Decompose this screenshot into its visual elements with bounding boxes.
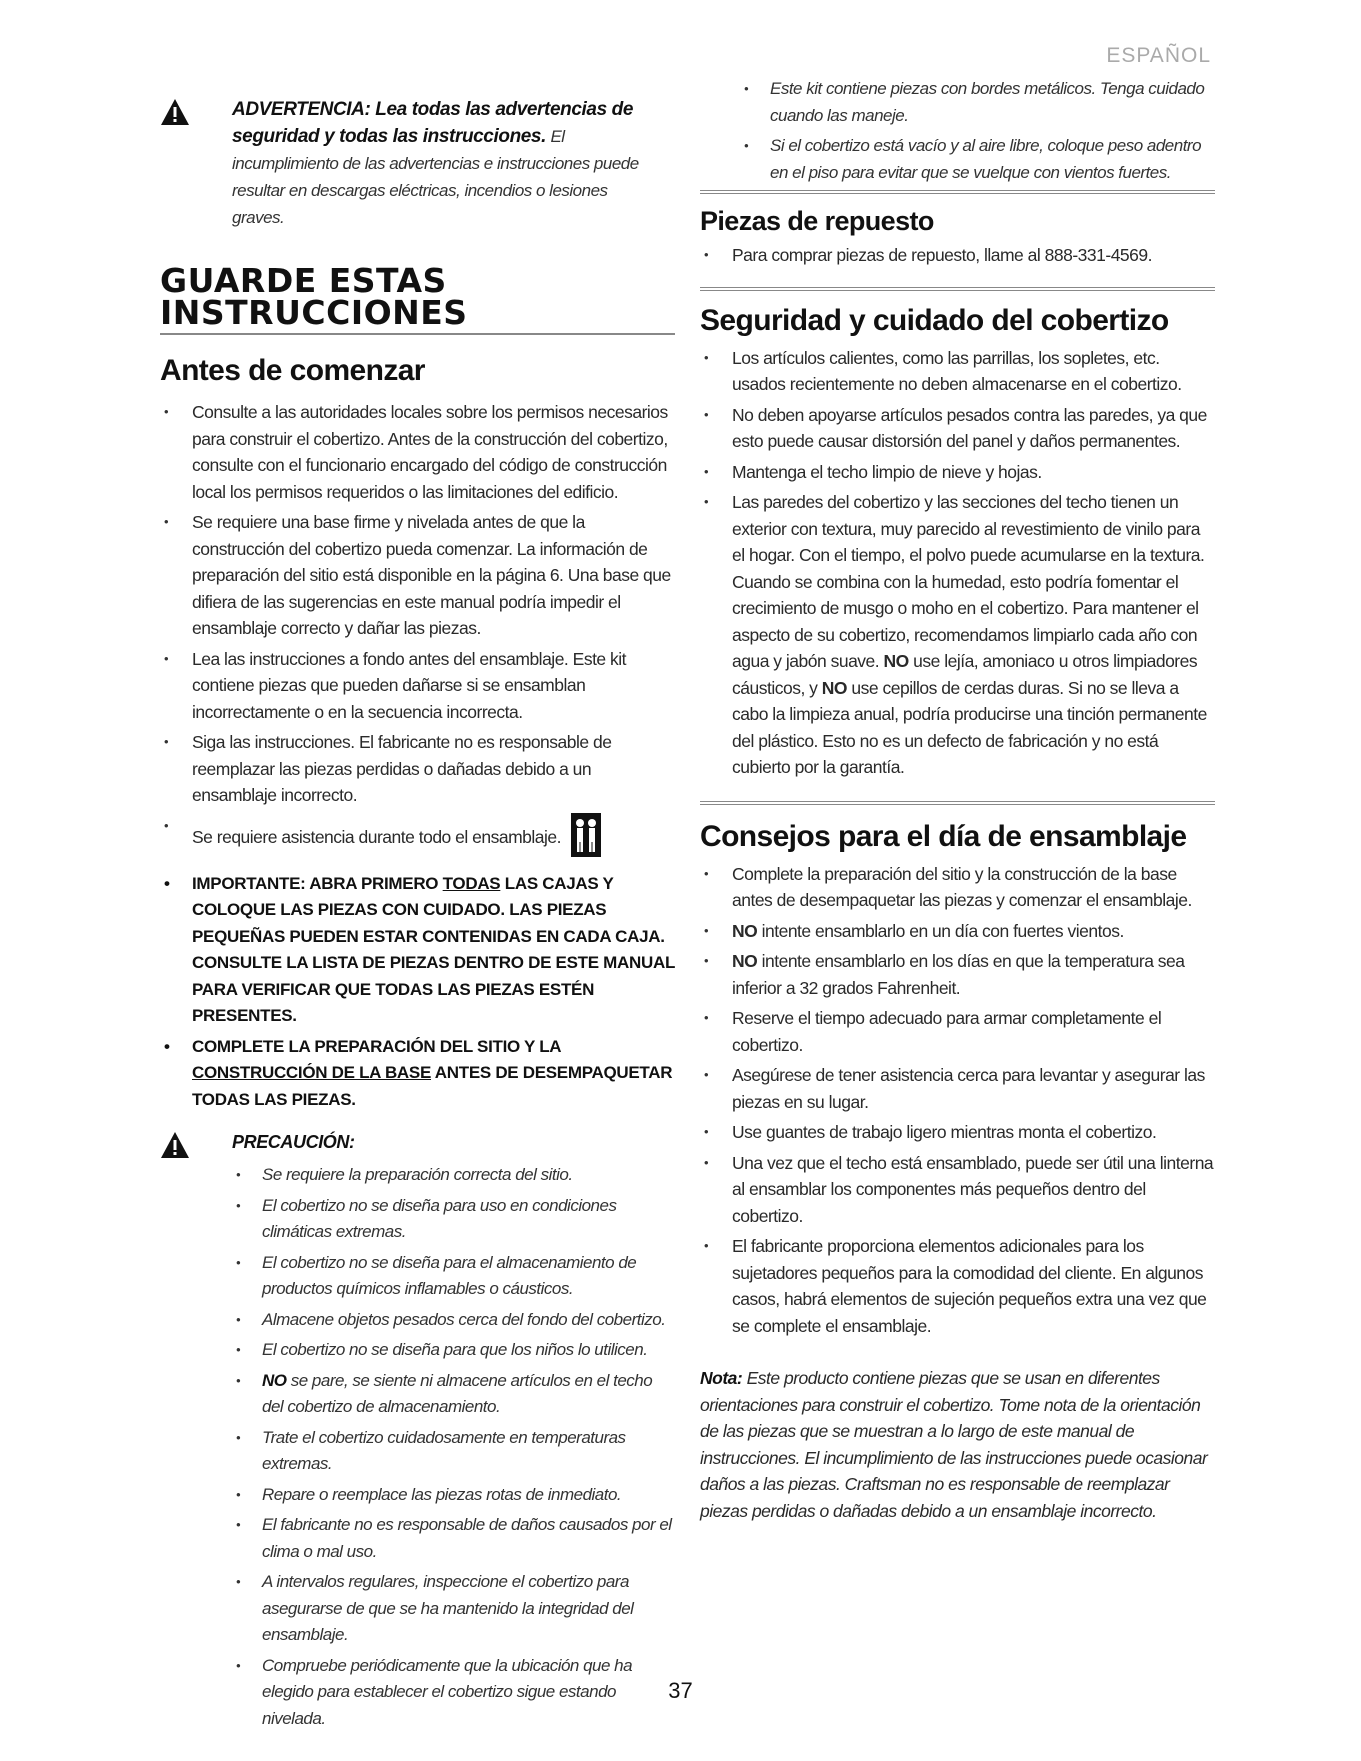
warning-icon: [160, 98, 190, 126]
list-item: • Almacene objetos pesados cerca del fondo del cobertizo.: [232, 1307, 675, 1334]
list-item: • Mantenga el techo limpio de nieve y hojas.: [700, 459, 1215, 486]
list-item: • Reserve el tiempo adecuado para armar completamente el cobertizo.: [700, 1005, 1215, 1058]
before-heading: Antes de comenzar: [160, 354, 425, 387]
before-list: [160, 399, 675, 857]
two-person-assist-icon: [571, 813, 601, 857]
safety-heading: Seguridad y cuidado del cobertizo: [700, 303, 1169, 337]
left-column: [160, 96, 675, 1736]
list-item: • Asegúrese de tener asistencia cerca para levantar y asegurar las piezas en su lugar.: [700, 1062, 1215, 1115]
list-item: • Se requiere la preparación correcta del sitio.: [232, 1162, 675, 1189]
list-item: • Las paredes del cobertizo y las secciones del techo tienen un exterior con textura, muy parecido al revestimiento de vinilo para el hogar. Con el tiempo, el polvo puede acumularse en la textura. Cuando se combina con la humedad, esto podría fomentar el crecimiento de musgo o moho en el cobertizo. Para mantener el aspecto de su cobertizo, recomendamos limpiarlo cada año con agua y jabón suave. NO use lejía, amoniaco u otros limpiadores cáusticos, y NO use cepillos de cerdas duras. Si no se lleva a cabo la limpieza anual, podría producirse una tinción permanente del plástico. Esto no es un defecto de fabricación y no está cubierto por la garantía.: [700, 489, 1215, 781]
list-item: • Repare o reemplace las piezas rotas de inmediato.: [232, 1482, 675, 1509]
warning-block: [160, 96, 675, 231]
list-item: • Se requiere una base firme y nivelada antes de que la construcción del cobertizo pueda comenzar. La información de preparación del sitio está disponible en la página 6. Una base que difiera de las sugerencias en este manual podría impedir el ensamblaje correcto y dañar las piezas.: [160, 509, 675, 642]
note-paragraph: Nota: Este producto contiene piezas que se usan en diferentes orientaciones para construir el cobertizo. Tome nota de la orientación de las piezas que se muestran a lo largo de este manual de instrucciones. El incumplimiento de las instrucciones puede ocasionar daños a las piezas. Craftsman no es responsable de reemplazar piezas perdidas o dañadas debido a un ensamblaje incorrecto.: [700, 1368, 1208, 1521]
list-item: • Los artículos calientes, como las parrillas, los sopletes, etc. usados recientemente no deben almacenarse en el cobertizo.: [700, 345, 1215, 398]
list-item: • Este kit contiene piezas con bordes metálicos. Tenga cuidado cuando las maneje.: [740, 76, 1215, 129]
list-item: • NO intente ensamblarlo en los días en que la temperatura sea inferior a 32 grados Fahrenheit.: [700, 948, 1215, 1001]
caution-list: [232, 1162, 675, 1732]
caution-title: PRECAUCIÓN:: [232, 1132, 355, 1152]
language-label: ESPAÑOL: [1106, 44, 1211, 67]
important-list: [160, 871, 675, 1114]
list-item: • Una vez que el techo está ensamblado, puede ser útil una linterna al ensamblar los componentes más pequeños dentro del cobertizo.: [700, 1150, 1215, 1230]
list-item: • Siga las instrucciones. El fabricante no es responsable de reemplazar las piezas perdidas o dañadas debido a un ensamblaje incorrecto.: [160, 729, 675, 809]
list-item: • Use guantes de trabajo ligero mientras monta el cobertizo.: [700, 1119, 1215, 1146]
warning-body: El incumplimiento de las advertencias e instrucciones puede resultar en descargas eléctricas, incendios o lesiones graves.: [232, 127, 639, 227]
right-column: [700, 76, 1215, 1524]
list-item: • Para comprar piezas de repuesto, llame al 888-331-4569.: [700, 242, 1215, 269]
list-item: • Si el cobertizo está vacío y al aire libre, coloque peso adentro en el piso para evitar que se vuelque con vientos fuertes.: [740, 133, 1215, 186]
top-caution-list: [700, 76, 1215, 186]
list-item: • NO intente ensamblarlo en un día con fuertes vientos.: [700, 918, 1215, 945]
list-item: • Compruebe periódicamente que la ubicación que ha elegido para establecer el cobertizo sigue estando nivelada.: [232, 1653, 675, 1733]
caution-icon: [160, 1131, 190, 1159]
warning-title: ADVERTENCIA: Lea todas las advertencias de seguridad y todas las instrucciones.: [232, 99, 633, 147]
list-item: • Trate el cobertizo cuidadosamente en temperaturas extremas.: [232, 1425, 675, 1478]
divider: [700, 190, 1215, 194]
complete-item: • COMPLETE LA PREPARACIÓN DEL SITIO Y LA CONSTRUCCIÓN DE LA BASE ANTES DE DESEMPAQUETAR TODAS LAS PIEZAS.: [160, 1034, 675, 1114]
list-item: • Consulte a las autoridades locales sobre los permisos necesarios para construir el cobertizo. Antes de la construcción del cobertizo, consulte con el funcionario encargado del código de construcción local los permisos requeridos o las limitaciones del edificio.: [160, 399, 675, 505]
list-item: • Complete la preparación del sitio y la construcción de la base antes de desempaquetar las piezas y comenzar el ensamblaje.: [700, 861, 1215, 914]
list-item: • El cobertizo no se diseña para el almacenamiento de productos químicos inflamables o cáusticos.: [232, 1250, 675, 1303]
list-item: • Lea las instrucciones a fondo antes del ensamblaje. Este kit contiene piezas que pueden dañarse si se ensamblan incorrectamente o en la secuencia incorrecta.: [160, 646, 675, 726]
caution-block: [160, 1129, 675, 1732]
save-instructions-heading: GUARDE ESTAS INSTRUCCIONES: [160, 265, 675, 335]
important-item: • IMPORTANTE: ABRA PRIMERO TODAS LAS CAJAS Y COLOQUE LAS PIEZAS CON CUIDADO. LAS PIEZAS PEQUEÑAS PUEDEN ESTAR CONTENIDAS EN CADA CAJA. CONSULTE LA LISTA DE PIEZAS DENTRO DE ESTE MANUAL PARA VERIFICAR QUE TODAS LAS PIEZAS ESTÉN PRESENTES.: [160, 871, 675, 1030]
list-item: • El cobertizo no se diseña para uso en condiciones climáticas extremas.: [232, 1193, 675, 1246]
page-number: 37: [668, 1678, 693, 1703]
list-item: • El fabricante proporciona elementos adicionales para los sujetadores pequeños para la comodidad del cliente. En algunos casos, habrá elementos de sujeción pequeños extra una vez que se complete el ensamblaje.: [700, 1233, 1215, 1339]
divider: [700, 287, 1215, 291]
parts-list: [700, 242, 1215, 269]
list-item: • No deben apoyarse artículos pesados contra las paredes, ya que esto puede causar distorsión del panel y daños permanentes.: [700, 402, 1215, 455]
tips-list: [700, 861, 1215, 1340]
parts-heading: Piezas de repuesto: [700, 206, 934, 236]
list-item: • A intervalos regulares, inspeccione el cobertizo para asegurarse de que se ha mantenido la integridad del ensamblaje.: [232, 1569, 675, 1649]
safety-list: [700, 345, 1215, 781]
list-item: • El cobertizo no se diseña para que los niños lo utilicen.: [232, 1337, 675, 1364]
divider: [700, 801, 1215, 805]
list-item: • El fabricante no es responsable de daños causados por el clima o mal uso.: [232, 1512, 675, 1565]
list-item: • Se requiere asistencia durante todo el ensamblaje.: [160, 813, 675, 857]
list-item: • NO se pare, se siente ni almacene artículos en el techo del cobertizo de almacenamiento.: [232, 1368, 675, 1421]
tips-heading: Consejos para el día de ensamblaje: [700, 819, 1187, 853]
